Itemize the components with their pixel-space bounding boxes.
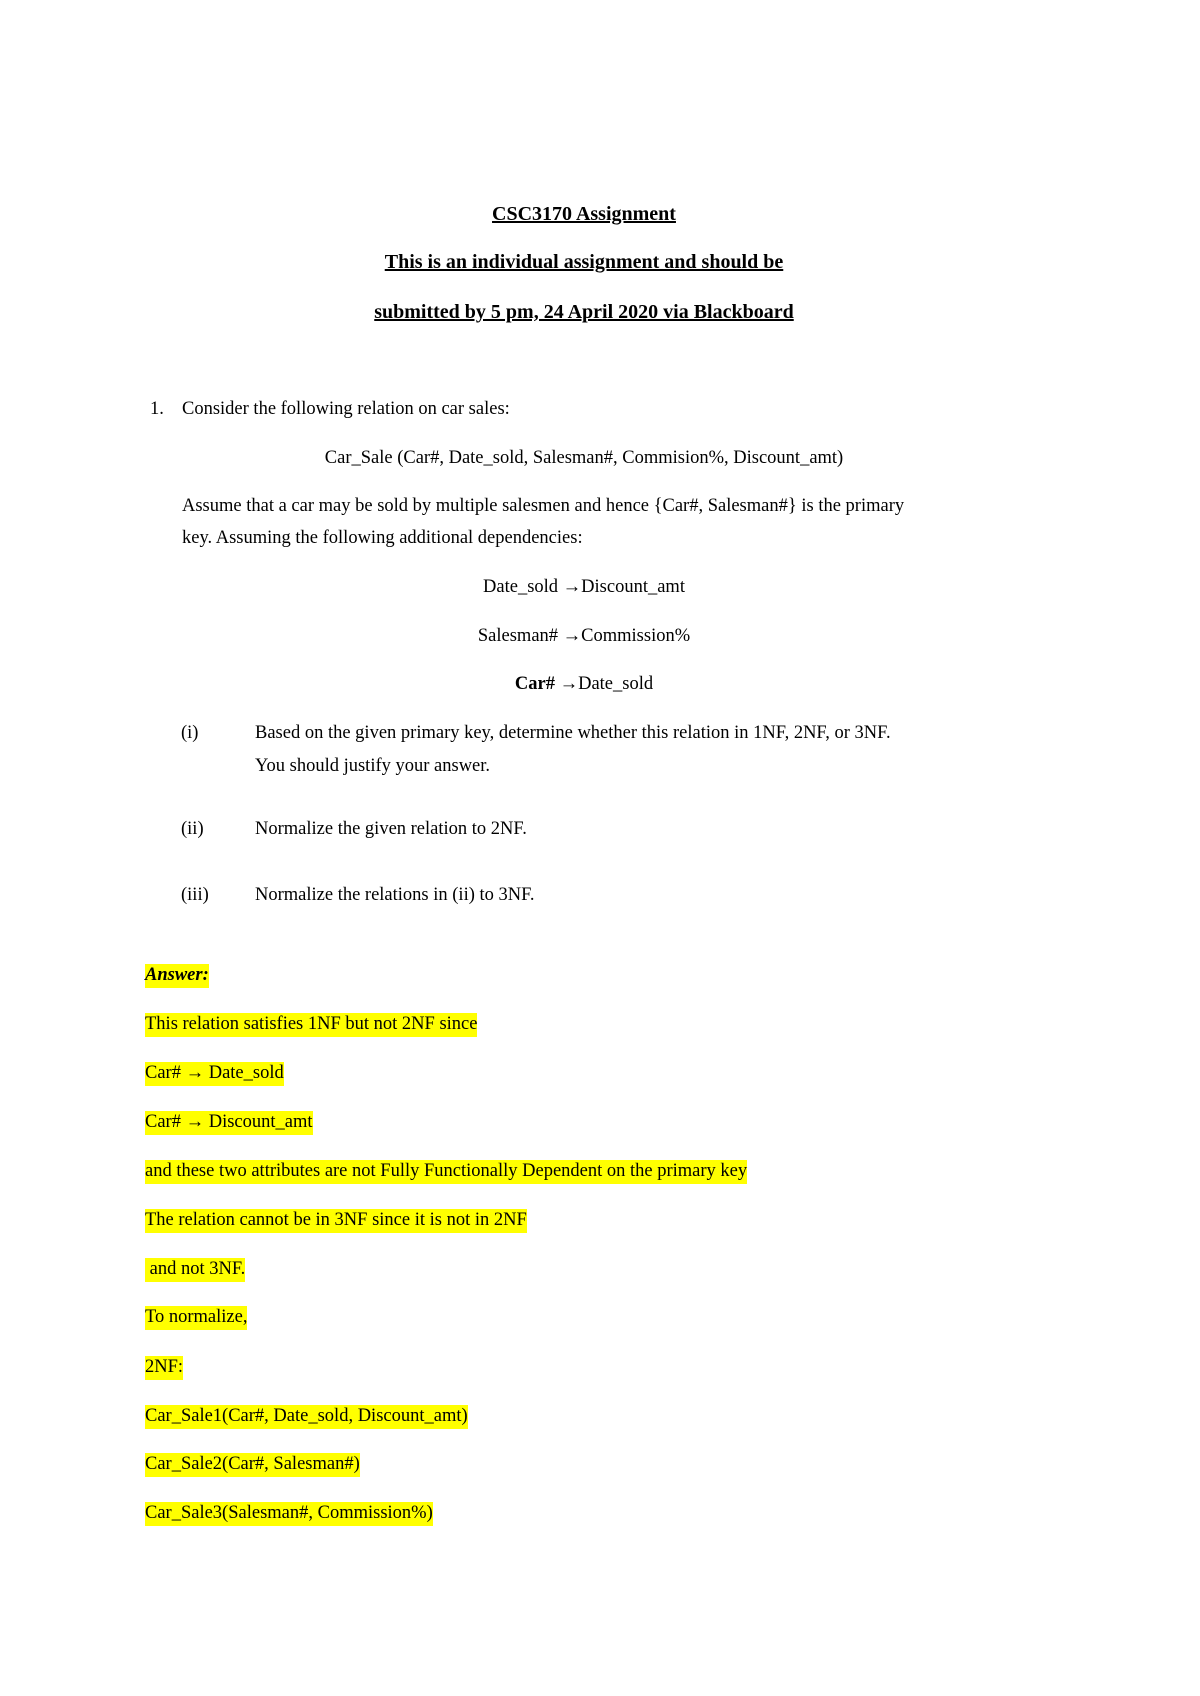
arrow-icon: → <box>562 577 582 597</box>
dependency-3 <box>0 672 1168 696</box>
answer-line: 2NF: <box>145 1356 183 1380</box>
answer-line: Car_Sale2(Car#, Salesman#) <box>145 1453 360 1477</box>
relation-schema: Car_Sale (Car#, Date_sold, Salesman#, Commision%, Discount_amt) <box>324 448 844 468</box>
dependency-rhs: Commission% <box>581 626 691 646</box>
part-label-iii: (iii) <box>181 885 209 905</box>
answer-line: This relation satisfies 1NF but not 2NF since <box>145 1013 477 1037</box>
subtitle-line-1: This is an individual assignment and should be <box>384 251 784 273</box>
arrow-icon: → <box>562 626 582 646</box>
answer-line: and these two attributes are not Fully Functionally Dependent on the primary key <box>145 1160 747 1184</box>
part-iii-text: Normalize the relations in (ii) to 3NF. <box>255 885 535 905</box>
dependency-1 <box>0 575 1168 599</box>
dependency-rhs: Date_sold <box>578 674 654 694</box>
page-title: CSC3170 Assignment <box>492 203 676 225</box>
answer-line: Car# → Discount_amt <box>145 1111 313 1135</box>
answer-heading: Answer: <box>145 964 209 988</box>
answer-line: Car# → Date_sold <box>145 1062 284 1086</box>
dependency-lhs: Date_sold <box>483 577 559 597</box>
question-number: 1. <box>150 399 164 419</box>
assumption-line-2: key. Assuming the following additional dependencies: <box>182 528 583 548</box>
part-i-line-2: You should justify your answer. <box>255 756 491 776</box>
part-label-ii: (ii) <box>181 819 204 839</box>
answer-line: The relation cannot be in 3NF since it is not in 2NF <box>145 1209 527 1233</box>
dependency-lhs: Salesman# <box>477 626 559 646</box>
dependency-2 <box>0 624 1168 648</box>
part-i-line-1: Based on the given primary key, determine whether this relation in 1NF, 2NF, or 3NF. <box>255 723 891 743</box>
answer-line: Car_Sale1(Car#, Date_sold, Discount_amt) <box>145 1405 468 1429</box>
dependency-lhs: Car# <box>514 674 555 694</box>
answer-line: and not 3NF. <box>145 1258 245 1282</box>
arrow-icon: → <box>559 674 579 694</box>
assumption-line-1: Assume that a car may be sold by multiple salesmen and hence {Car#, Salesman#} is the primary <box>182 496 905 516</box>
answer-line: To normalize, <box>145 1306 247 1330</box>
part-ii-text: Normalize the given relation to 2NF. <box>255 819 527 839</box>
question-intro: Consider the following relation on car sales: <box>182 399 510 419</box>
dependency-rhs: Discount_amt <box>581 577 685 597</box>
part-label-i: (i) <box>181 723 199 743</box>
subtitle-line-2: submitted by 5 pm, 24 April 2020 via Blackboard <box>374 301 794 323</box>
answer-line: Car_Sale3(Salesman#, Commission%) <box>145 1502 433 1526</box>
